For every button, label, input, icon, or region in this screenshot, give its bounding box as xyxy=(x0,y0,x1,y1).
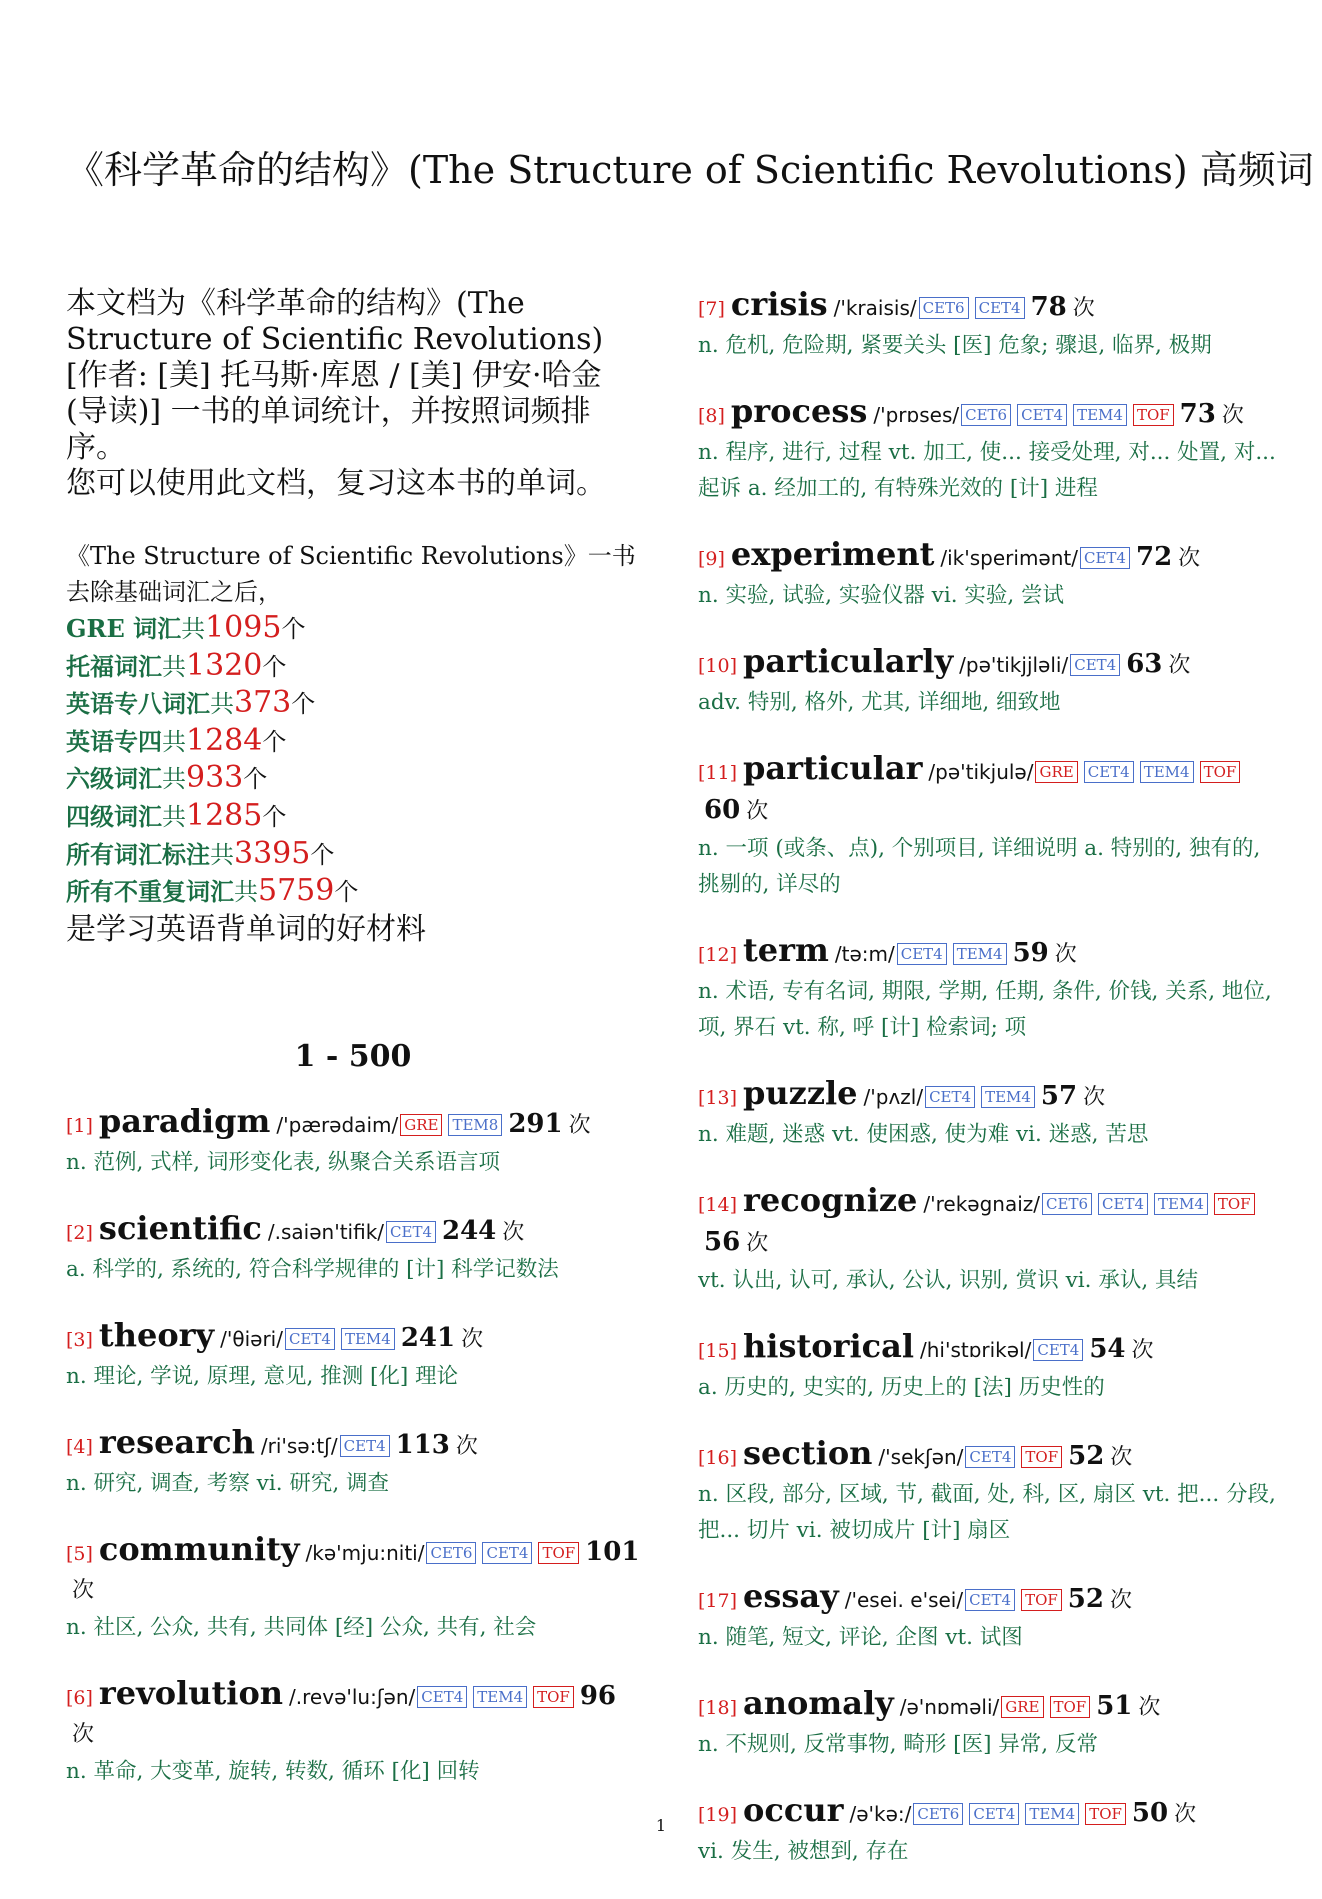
entry-head xyxy=(66,1424,640,1466)
stat-value: 1320 xyxy=(186,647,263,683)
stat-value: 373 xyxy=(234,685,292,721)
stats-lead: 《The Structure of Scientific Revolutions》一书去除基础词汇之后， xyxy=(66,542,636,606)
exam-tag: CET4 xyxy=(969,1803,1019,1825)
entry-count: 59 xyxy=(1012,938,1049,968)
entry-index: [16] xyxy=(698,1447,738,1469)
entry-definition: n. 难题, 迷惑 vt. 使困惑, 使为难 vi. 迷惑, 苦思 xyxy=(698,1122,1149,1147)
entry-index: [2] xyxy=(66,1221,93,1244)
entry-head xyxy=(698,286,1276,328)
entry-count: 54 xyxy=(1089,1334,1126,1364)
entry-index: [5] xyxy=(66,1542,93,1565)
entry-word: scientific xyxy=(98,1208,262,1247)
stat-value: 1095 xyxy=(205,610,282,645)
entry-count: 63 xyxy=(1126,649,1163,679)
count-unit: 次 xyxy=(1072,296,1095,321)
stat-row xyxy=(66,610,640,648)
entry-phonetic: /'kraisis/ xyxy=(833,296,917,320)
entry-head xyxy=(698,750,1276,831)
entry-head xyxy=(698,393,1276,435)
entry-index: [12] xyxy=(698,944,738,966)
exam-tag: TOF xyxy=(1133,404,1174,426)
stats-list xyxy=(66,610,640,911)
stat-unit: 个 xyxy=(262,652,287,681)
stat-label: 英语专四 xyxy=(66,726,162,756)
word-entry xyxy=(66,1675,640,1790)
exam-tag: CET4 xyxy=(965,1589,1015,1611)
entry-head xyxy=(698,1435,1276,1477)
entry-word: paradigm xyxy=(98,1101,271,1140)
entry-index: [4] xyxy=(66,1435,93,1458)
stat-suffix: 共 xyxy=(162,727,186,756)
entry-index: [15] xyxy=(698,1340,738,1362)
entry-word: section xyxy=(743,1434,873,1472)
count-unit: 次 xyxy=(461,1326,484,1352)
stat-label: GRE 词汇 xyxy=(66,614,182,643)
exam-tag: TEM4 xyxy=(1154,1193,1208,1215)
entry-count: 291 xyxy=(508,1108,563,1139)
entry-phonetic: /.revə'lu:ʃən/ xyxy=(289,1684,416,1709)
entry-definition: n. 危机, 危险期, 紧要关头 [医] 危象; 骤退, 临界, 极期 xyxy=(698,333,1212,358)
entry-count: 241 xyxy=(400,1322,456,1353)
entry-phonetic: /ri'sə:tʃ/ xyxy=(260,1433,338,1458)
count-unit: 次 xyxy=(1178,546,1201,571)
exam-tag: CET4 xyxy=(1098,1193,1148,1215)
word-list-left xyxy=(66,1103,640,1790)
exam-tag: TOF xyxy=(1214,1193,1255,1215)
stat-row xyxy=(66,873,640,911)
entry-count: 51 xyxy=(1096,1691,1133,1721)
word-entry xyxy=(698,1182,1276,1299)
entry-word: research xyxy=(98,1422,255,1461)
entry-phonetic: /hi'stɒrikəl/ xyxy=(919,1338,1032,1362)
word-entry xyxy=(698,1685,1276,1763)
stat-value: 933 xyxy=(186,760,244,796)
page-title: 《科学革命的结构》(The Structure of Scientific Revolutions) 高频词 xyxy=(66,148,1314,192)
entry-definition: n. 革命, 大变革, 旋转, 转数, 循环 [化] 回转 xyxy=(66,1758,480,1784)
stat-suffix: 共 xyxy=(162,765,186,794)
entry-head xyxy=(66,1210,640,1252)
entry-definition: n. 术语, 专有名词, 期限, 学期, 任期, 条件, 价钱, 关系, 地位, 项, 界石 vt. 称, 呼 [计] 检索词; 项 xyxy=(698,979,1272,1040)
stat-row xyxy=(66,648,640,686)
entry-head xyxy=(698,1328,1276,1370)
entry-word: experiment xyxy=(730,535,935,573)
entry-count: 56 xyxy=(704,1227,741,1257)
exam-tag: TOF xyxy=(1050,1696,1091,1718)
count-unit: 次 xyxy=(72,1577,95,1603)
entry-index: [18] xyxy=(698,1697,738,1719)
entry-head xyxy=(698,1685,1276,1727)
exam-tag: TOF xyxy=(1200,761,1241,783)
stat-unit: 个 xyxy=(291,690,316,719)
stat-label: 四级词汇 xyxy=(66,801,162,831)
stat-suffix: 共 xyxy=(234,878,258,907)
entry-head xyxy=(66,1531,640,1610)
entry-head xyxy=(698,1075,1276,1117)
count-unit: 次 xyxy=(1110,1445,1133,1470)
entry-definition: n. 程序, 进行, 过程 vt. 加工, 使... 接受处理, 对... 处置, 对... 起诉 a. 经加工的, 有特殊光效的 [计] 进程 xyxy=(698,440,1276,501)
word-entry xyxy=(698,1328,1276,1406)
entry-word: crisis xyxy=(730,285,828,323)
entry-phonetic: /'esei. e'sei/ xyxy=(844,1588,964,1612)
count-unit: 次 xyxy=(1221,403,1244,428)
exam-tag: CET4 xyxy=(975,297,1025,319)
stat-label: 所有词汇标注 xyxy=(66,839,210,869)
exam-tag: GRE xyxy=(1035,761,1077,783)
entry-count: 113 xyxy=(395,1429,450,1460)
entry-count: 72 xyxy=(1135,542,1173,572)
entry-definition: vt. 认出, 认可, 承认, 公认, 识别, 赏识 vi. 承认, 具结 xyxy=(698,1268,1198,1293)
intro xyxy=(66,286,640,502)
entry-phonetic: /'pærədaim/ xyxy=(276,1112,399,1137)
exam-tag: TOF xyxy=(1021,1589,1062,1611)
entry-count: 57 xyxy=(1040,1081,1078,1111)
exam-tag: CET4 xyxy=(386,1221,436,1243)
count-unit: 次 xyxy=(746,1231,769,1256)
entry-head xyxy=(698,536,1276,578)
entry-index: [6] xyxy=(66,1686,93,1709)
exam-tag: TEM4 xyxy=(1073,404,1127,426)
count-unit: 次 xyxy=(1168,653,1191,678)
stat-unit: 个 xyxy=(262,727,287,756)
entry-phonetic: /ik'sperimənt/ xyxy=(940,546,1078,570)
exam-tag: CET4 xyxy=(925,1086,975,1108)
entry-index: [13] xyxy=(698,1087,738,1109)
word-entry xyxy=(698,932,1276,1046)
entry-definition: n. 理论, 学说, 原理, 意见, 推测 [化] 理论 xyxy=(66,1363,459,1389)
stats-closing: 是学习英语背单词的好材料 xyxy=(66,911,426,947)
entry-word: recognize xyxy=(743,1181,918,1219)
exam-tag: CET6 xyxy=(961,404,1011,426)
entry-word: community xyxy=(98,1529,300,1568)
entry-definition: a. 历史的, 史实的, 历史上的 [法] 历史性的 xyxy=(698,1375,1105,1400)
entry-definition: n. 范例, 式样, 词形变化表, 纵聚合关系语言项 xyxy=(66,1149,501,1175)
entry-head xyxy=(66,1317,640,1359)
exam-tag: CET6 xyxy=(919,297,969,319)
entry-phonetic: /'sekʃən/ xyxy=(878,1445,964,1469)
entry-phonetic: /ə'nɒməli/ xyxy=(899,1695,1000,1719)
word-entry xyxy=(66,1210,640,1288)
word-entry xyxy=(698,643,1276,721)
stat-unit: 个 xyxy=(334,878,359,907)
word-entry xyxy=(66,1317,640,1395)
entry-definition: vi. 发生, 被想到, 存在 xyxy=(698,1839,909,1864)
stat-value: 3395 xyxy=(234,835,311,871)
exam-tag: CET4 xyxy=(1080,547,1130,569)
stat-unit: 个 xyxy=(243,765,268,794)
count-unit: 次 xyxy=(1174,1802,1197,1827)
entry-word: essay xyxy=(743,1577,839,1615)
count-unit: 次 xyxy=(1109,1588,1132,1613)
stat-row xyxy=(66,723,640,761)
entry-word: particular xyxy=(743,749,923,787)
stat-unit: 个 xyxy=(262,802,287,831)
exam-tag: CET4 xyxy=(285,1328,335,1350)
left-column xyxy=(66,286,640,1819)
entry-word: process xyxy=(730,392,868,430)
entry-index: [11] xyxy=(698,762,738,784)
exam-tag: CET4 xyxy=(965,1446,1015,1468)
entry-phonetic: /'rekəgnaiz/ xyxy=(923,1192,1041,1216)
entry-phonetic: /pə'tikjulə/ xyxy=(928,760,1034,784)
entry-index: [3] xyxy=(66,1328,93,1351)
exam-tag: CET6 xyxy=(913,1803,963,1825)
entry-definition: n. 区段, 部分, 区域, 节, 截面, 处, 科, 区, 扇区 vt. 把... 分段, 把... 切片 vi. 被切成片 [计] 扇区 xyxy=(698,1482,1276,1543)
stat-label: 所有不重复词汇 xyxy=(66,877,234,907)
entry-head xyxy=(66,1103,640,1145)
exam-tag: TEM8 xyxy=(448,1114,502,1136)
exam-tag: CET4 xyxy=(417,1686,467,1708)
stat-suffix: 共 xyxy=(162,802,186,831)
entry-index: [10] xyxy=(698,655,738,677)
exam-tag: TOF xyxy=(538,1542,579,1564)
count-unit: 次 xyxy=(1131,1338,1154,1363)
exam-tag: CET4 xyxy=(1017,404,1067,426)
entry-count: 78 xyxy=(1030,292,1067,322)
exam-tag: TEM4 xyxy=(1140,761,1194,783)
count-unit: 次 xyxy=(1138,1695,1161,1720)
word-entry xyxy=(66,1103,640,1181)
stat-row xyxy=(66,836,640,874)
entry-head xyxy=(698,932,1276,974)
word-entry xyxy=(698,1075,1276,1153)
range-heading: 1 - 500 xyxy=(294,1038,412,1074)
exam-tag: CET4 xyxy=(1084,761,1134,783)
entry-phonetic: /'θiəri/ xyxy=(220,1326,283,1351)
entry-definition: a. 科学的, 系统的, 符合科学规律的 [计] 科学记数法 xyxy=(66,1256,559,1282)
stat-label: 六级词汇 xyxy=(66,764,162,794)
exam-tag: TOF xyxy=(1021,1446,1062,1468)
word-entry xyxy=(698,286,1276,364)
intro-paragraph: 本文档为《科学革命的结构》(The Structure of Scientific Revolutions)[作者: [美] 托马斯·库恩 / [美] 伊安·哈金 (导读)] 一书的单词统计，并按照词频排序。 xyxy=(66,286,604,465)
exam-tag: TEM4 xyxy=(473,1686,527,1708)
stat-value: 1285 xyxy=(186,797,263,833)
entry-word: puzzle xyxy=(743,1074,858,1112)
entry-word: anomaly xyxy=(743,1684,894,1722)
stat-value: 5759 xyxy=(258,873,335,909)
entry-word: theory xyxy=(98,1315,215,1354)
stat-suffix: 共 xyxy=(162,652,186,681)
word-list-right xyxy=(698,286,1276,1870)
entry-count: 244 xyxy=(442,1215,497,1246)
entry-phonetic: /pə'tikjjləli/ xyxy=(959,653,1069,677)
entry-index: [8] xyxy=(698,405,725,427)
count-unit: 次 xyxy=(568,1112,591,1138)
count-unit: 次 xyxy=(502,1219,525,1245)
entry-phonetic: /tə:m/ xyxy=(834,942,895,966)
stat-value: 1284 xyxy=(186,722,263,758)
stat-suffix: 共 xyxy=(210,840,234,869)
entry-index: [9] xyxy=(698,548,725,570)
entry-phonetic: /ə'kə:/ xyxy=(849,1802,912,1826)
vocab-stats xyxy=(66,538,640,949)
exam-tag: CET4 xyxy=(340,1435,390,1457)
exam-tag: CET4 xyxy=(897,943,947,965)
entry-definition: n. 不规则, 反常事物, 畸形 [医] 异常, 反常 xyxy=(698,1732,1098,1757)
entry-word: term xyxy=(743,931,829,969)
stat-label: 英语专八词汇 xyxy=(66,689,210,719)
stat-row xyxy=(66,685,640,723)
intro-paragraph-2: 您可以使用此文档，复习这本书的单词。 xyxy=(66,466,606,501)
entry-phonetic: /.saiən'tifik/ xyxy=(267,1219,385,1244)
entry-definition: n. 研究, 调查, 考察 vi. 研究, 调查 xyxy=(66,1470,390,1496)
entry-count: 73 xyxy=(1179,399,1216,429)
count-unit: 次 xyxy=(746,799,769,824)
entry-definition: n. 实验, 试验, 实验仪器 vi. 实验, 尝试 xyxy=(698,583,1065,608)
entry-definition: n. 随笔, 短文, 评论, 企图 vt. 试图 xyxy=(698,1625,1023,1650)
exam-tag: TEM4 xyxy=(981,1086,1035,1108)
entry-word: occur xyxy=(743,1791,844,1829)
count-unit: 次 xyxy=(72,1721,95,1747)
entry-head xyxy=(66,1675,640,1754)
page-number: 1 xyxy=(655,1816,667,1835)
count-unit: 次 xyxy=(1083,1085,1106,1110)
entry-definition: n. 社区, 公众, 共有, 共同体 [经] 公众, 共有, 社会 xyxy=(66,1614,537,1640)
word-entry xyxy=(698,1578,1276,1656)
entry-count: 52 xyxy=(1067,1584,1104,1614)
stat-row xyxy=(66,760,640,798)
entry-word: particularly xyxy=(743,642,954,680)
count-unit: 次 xyxy=(455,1433,478,1459)
entry-index: [19] xyxy=(698,1804,738,1826)
entry-phonetic: /'prɒses/ xyxy=(873,403,960,427)
entry-index: [7] xyxy=(698,298,725,320)
word-entry xyxy=(66,1531,640,1646)
entry-count: 101 xyxy=(585,1536,640,1567)
word-entry xyxy=(698,536,1276,614)
stat-row xyxy=(66,798,640,836)
stat-suffix: 共 xyxy=(210,690,234,719)
entry-word: revolution xyxy=(98,1673,284,1712)
entry-word: historical xyxy=(743,1327,914,1365)
exam-tag: TEM4 xyxy=(953,943,1007,965)
stat-label: 托福词汇 xyxy=(66,651,162,681)
exam-tag: GRE xyxy=(400,1114,442,1136)
exam-tag: CET4 xyxy=(482,1542,532,1564)
exam-tag: TOF xyxy=(1085,1803,1126,1825)
stat-unit: 个 xyxy=(281,615,306,643)
entry-head xyxy=(698,643,1276,685)
exam-tag: TOF xyxy=(533,1686,574,1708)
count-unit: 次 xyxy=(1054,942,1077,967)
exam-tag: CET6 xyxy=(1042,1193,1092,1215)
entry-phonetic: /'pʌzl/ xyxy=(863,1085,924,1109)
entry-index: [14] xyxy=(698,1194,738,1216)
stat-unit: 个 xyxy=(310,840,335,869)
exam-tag: GRE xyxy=(1001,1696,1043,1718)
entry-head xyxy=(698,1578,1276,1620)
word-entry xyxy=(698,1435,1276,1549)
entry-index: [1] xyxy=(66,1114,93,1137)
exam-tag: TEM4 xyxy=(341,1328,395,1350)
exam-tag: TEM4 xyxy=(1025,1803,1079,1825)
right-column xyxy=(698,286,1276,1899)
entry-count: 60 xyxy=(704,795,741,825)
word-entry xyxy=(698,393,1276,507)
stat-suffix: 共 xyxy=(181,615,206,643)
entry-index: [17] xyxy=(698,1590,738,1612)
exam-tag: CET4 xyxy=(1033,1339,1083,1361)
entry-head xyxy=(698,1182,1276,1263)
word-entry xyxy=(66,1424,640,1502)
exam-tag: CET6 xyxy=(426,1542,476,1564)
entry-definition: adv. 特别, 格外, 尤其, 详细地, 细致地 xyxy=(698,690,1061,715)
word-entry xyxy=(698,750,1276,903)
entry-definition: n. 一项 (或条、点), 个别项目, 详细说明 a. 特别的, 独有的, 挑剔的, 详尽的 xyxy=(698,836,1261,897)
entry-phonetic: /kə'mju:niti/ xyxy=(305,1540,425,1565)
entry-count: 96 xyxy=(579,1680,617,1711)
entry-count: 52 xyxy=(1068,1441,1105,1471)
entry-count: 50 xyxy=(1131,1798,1169,1828)
exam-tag: CET4 xyxy=(1070,654,1120,676)
